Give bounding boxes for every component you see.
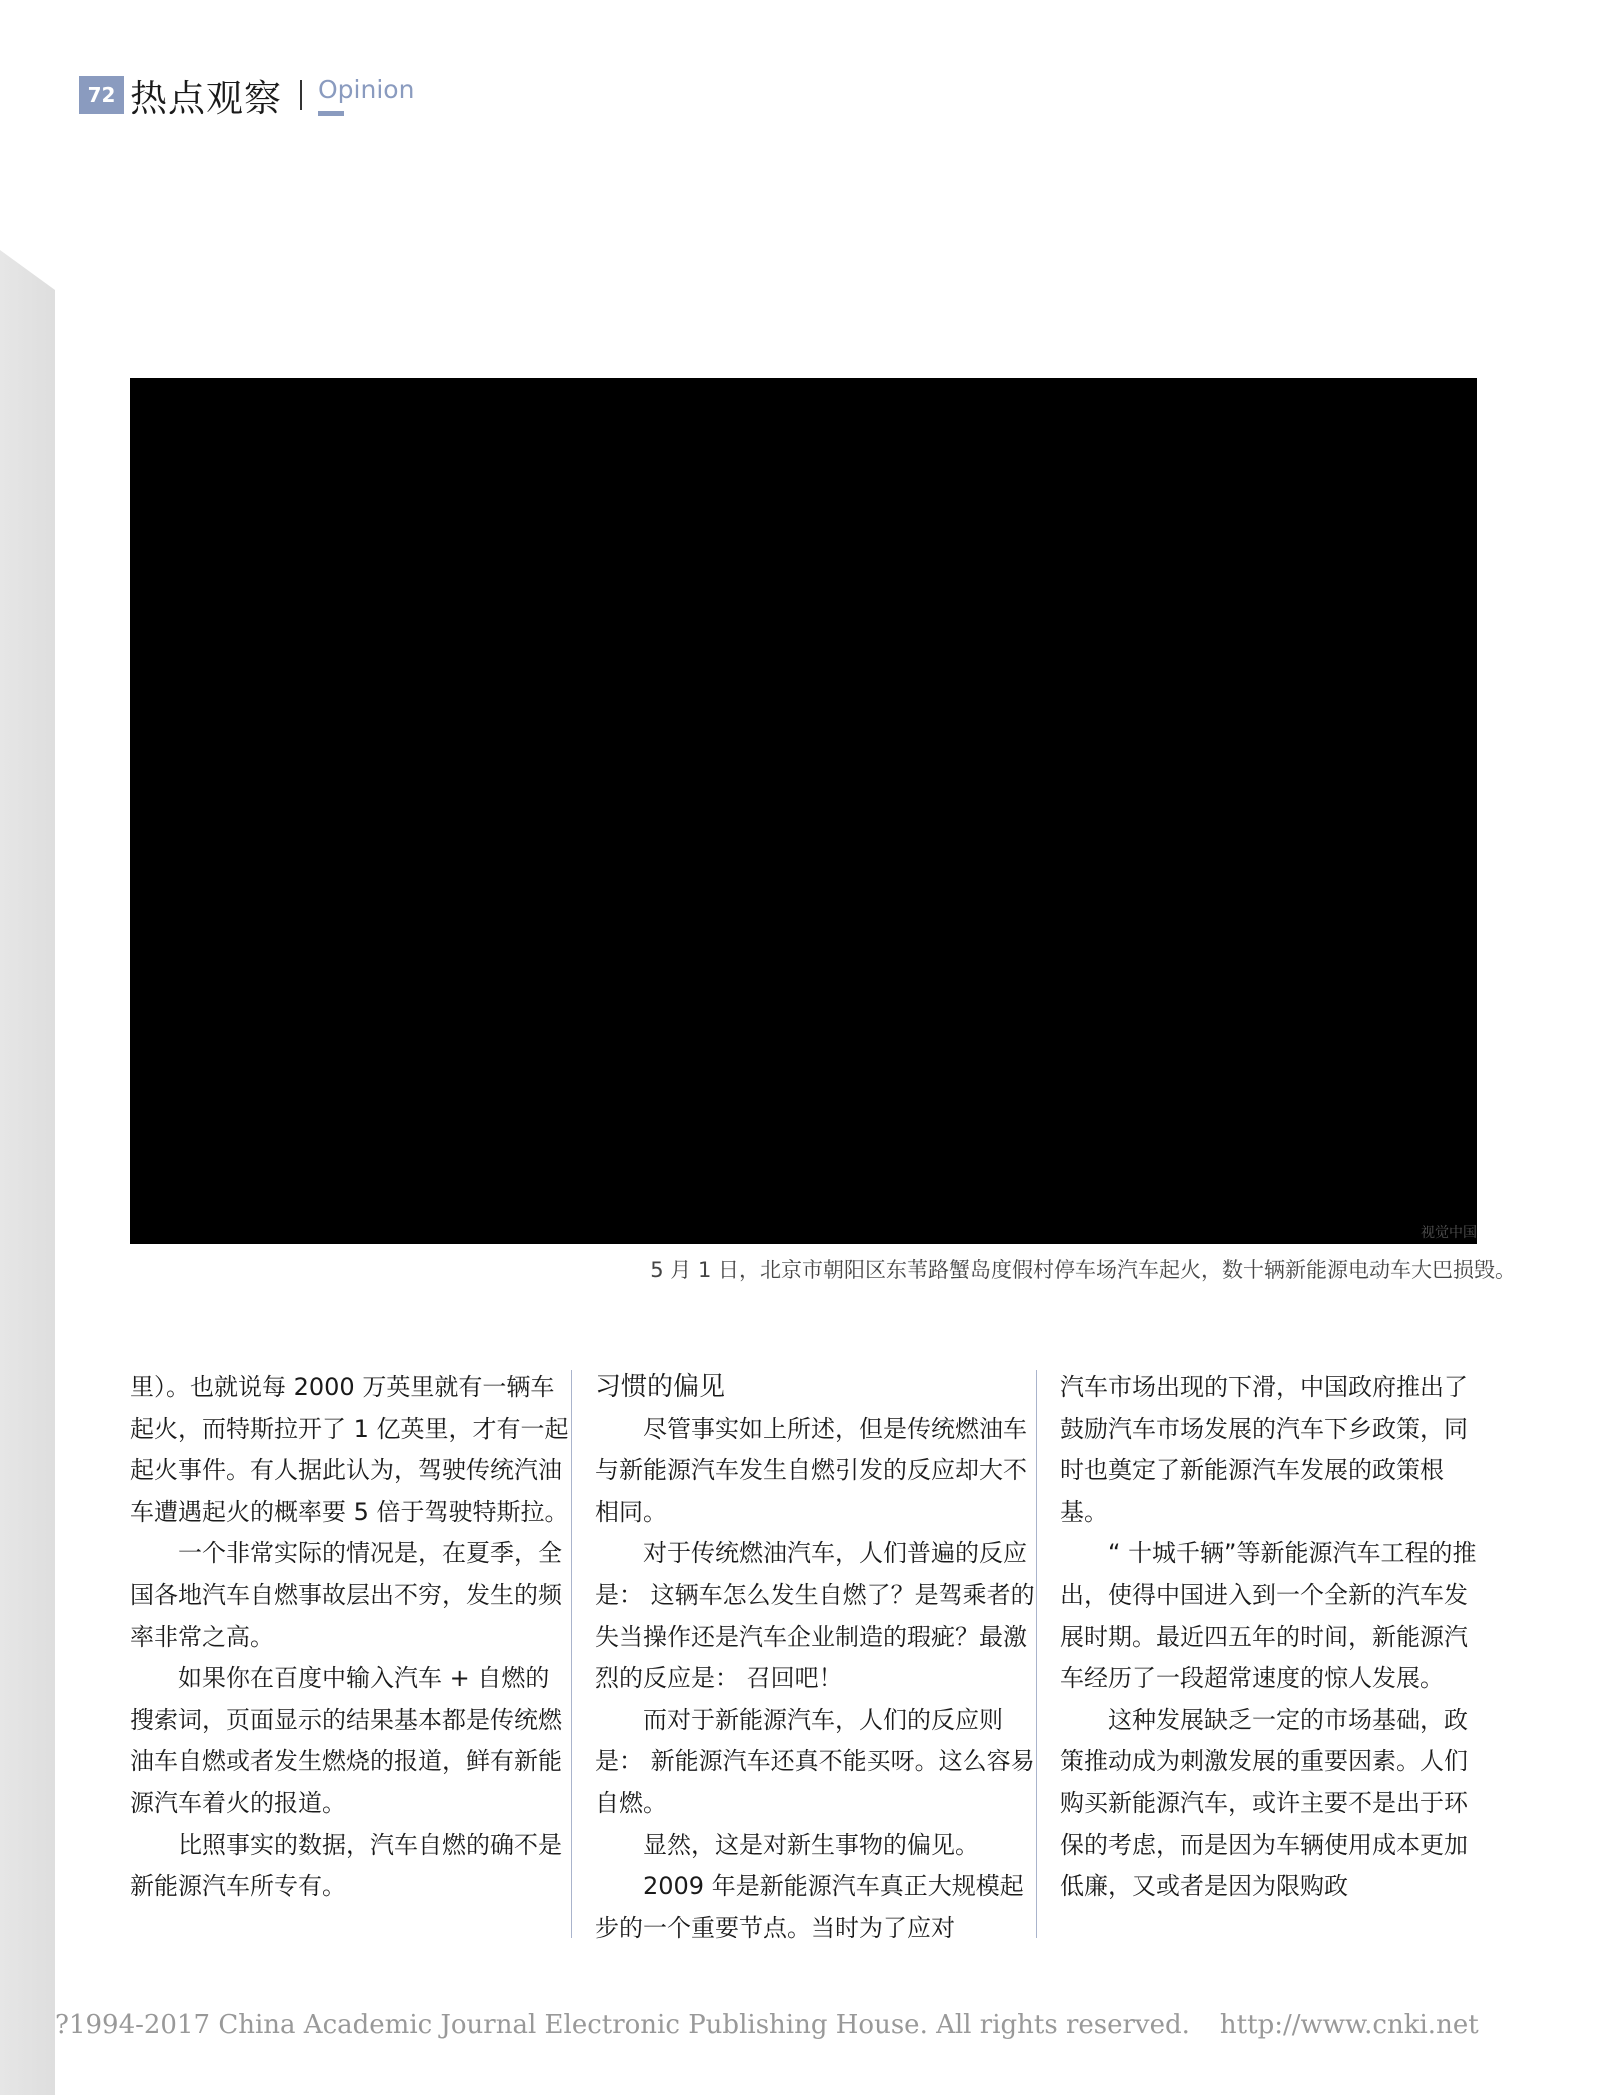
column-divider	[571, 1370, 572, 1938]
paragraph: 里）。也就说每 2000 万英里就有一辆车起火，而特斯拉开了 1 亿英里，才有一起起火事件。有人据此认为，驾驶传统汽油车遭遇起火的概率要 5 倍于驾驶特斯拉。	[130, 1373, 569, 1526]
page-number: 72	[79, 76, 124, 114]
photo-caption: 5 月 1 日，北京市朝阳区东苇路蟹岛度假村停车场汽车起火，数十辆新能源电动车大巴损毁。	[650, 1258, 1516, 1282]
article-column-2	[595, 1367, 1035, 1949]
paragraph: 显然，这是对新生事物的偏见。	[643, 1830, 979, 1859]
page-footer	[55, 2010, 1479, 2040]
page-fold-shadow	[0, 250, 55, 2095]
copyright-text: ?1994-2017 China Academic Journal Electronic Publishing House. All rights reserved.	[55, 2010, 1190, 2040]
section-title-en: Opinion	[318, 74, 415, 104]
paragraph: 这种发展缺乏一定的市场基础，政策推动成为刺激发展的重要因素。人们购买新能源汽车，或许主要不是出于环保的考虑，而是因为车辆使用成本更加低廉，又或者是因为限购政	[1060, 1705, 1468, 1901]
paragraph: 而对于新能源汽车，人们的反应则是： 新能源汽车还真不能买呀。这么容易自燃。	[595, 1705, 1035, 1817]
paragraph: 2009 年是新能源汽车真正大规模起步的一个重要节点。当时为了应对	[595, 1872, 1024, 1942]
footer-url[interactable]: http://www.cnki.net	[1219, 2010, 1479, 2040]
photo-credit: 视觉中国	[1421, 1225, 1477, 1241]
article-column-1	[130, 1367, 570, 1908]
paragraph: 汽车市场出现的下滑，中国政府推出了鼓励汽车市场发展的汽车下乡政策，同时也奠定了新能源汽车发展的政策根基。	[1060, 1373, 1468, 1526]
paragraph: 尽管事实如上所述，但是传统燃油车与新能源汽车发生自燃引发的反应却大不相同。	[595, 1414, 1027, 1526]
page-header	[79, 73, 415, 120]
article-photo	[130, 378, 1477, 1244]
paragraph: “ 十城千辆”等新能源汽车工程的推出，使得中国进入到一个全新的汽车发展时期。最近四五年的时间，新能源汽车经历了一段超常速度的惊人发展。	[1060, 1539, 1477, 1693]
article-column-3	[1060, 1367, 1490, 1908]
paragraph: 对于传统燃油汽车，人们普遍的反应是： 这辆车怎么发生自燃了？是驾乘者的失当操作还是汽车企业制造的瑕疵？最激烈的反应是： 召回吧！	[595, 1539, 1035, 1693]
paragraph: 如果你在百度中输入汽车 + 自燃的搜索词，页面显示的结果基本都是传统燃油车自燃或者发生燃烧的报道，鲜有新能源汽车着火的报道。	[130, 1664, 562, 1817]
paragraph: 比照事实的数据，汽车自燃的确不是新能源汽车所专有。	[130, 1830, 562, 1901]
page-edge	[0, 0, 55, 2095]
subheading: 习惯的偏见	[595, 1372, 726, 1402]
section-title: 热点观察	[130, 77, 282, 120]
paragraph: 一个非常实际的情况是，在夏季，全国各地汽车自燃事故层出不穷，发生的频率非常之高。	[130, 1539, 562, 1651]
header-divider	[300, 80, 302, 110]
column-divider	[1036, 1370, 1037, 1938]
